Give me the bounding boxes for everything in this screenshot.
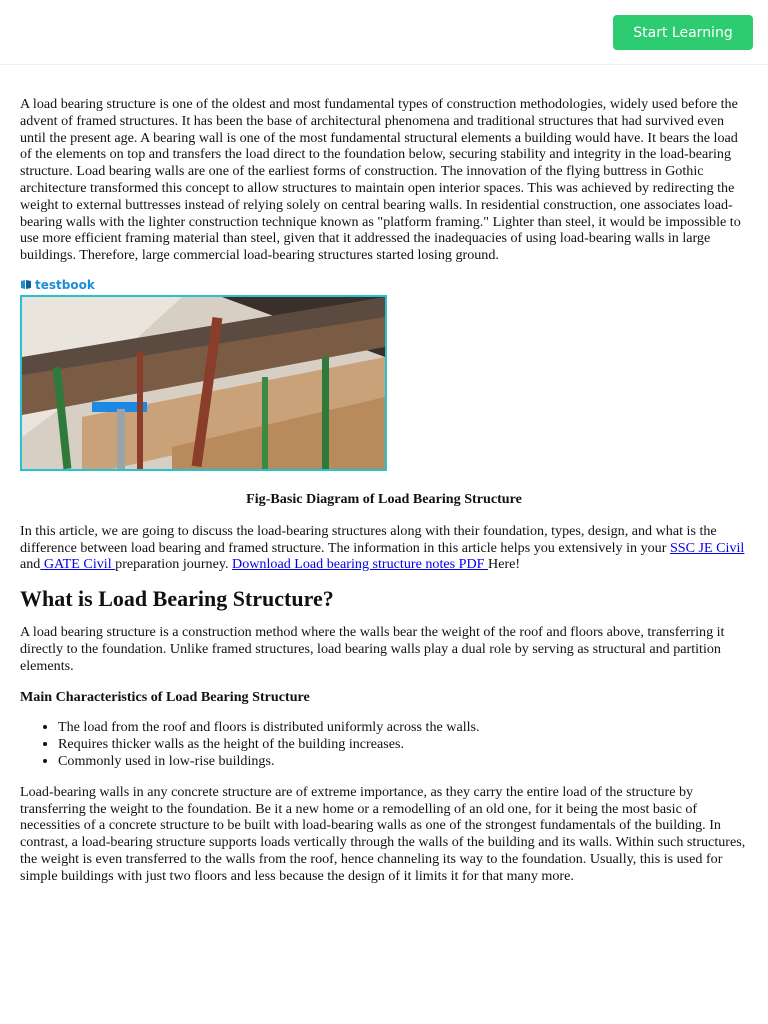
top-bar	[0, 0, 768, 65]
gate-civil-link[interactable]: GATE Civil	[40, 556, 116, 573]
figure-caption: Fig-Basic Diagram of Load Bearing Structure	[246, 490, 522, 507]
article-intro-text-2: and	[20, 556, 41, 573]
intro-paragraph: A load bearing structure is one of the oldest and most fundamental types of construction methodologies, widely used before the advent of framed structures. It has been the base of architectural phenomena and traditional structures that had survived even until the present age. A bearing wall is one of the most fundamental structural elements a building would have. It bears the load of the elements on top and transfers the load direct to the foundation below, securing stability and integrity in the load-bearing structure. Load bearing walls are one of the earliest forms of construction. The innovation of the flying buttress in Gothic architecture transformed this concept to allow structures to maintain open interior spaces. This was achieved by redirecting the weight to external buttresses instead of relying solely on central bearing walls. In residential construction, one associates load-bearing walls with the lighter construction technique known as "platform framing." Lighter than steel, it would be impossible to use more efficient framing material than steel, given that it addressed the inadequacies of using load-bearing walls in large buildings. Therefore, large commercial load-bearing structures started losing ground.	[20, 96, 741, 264]
closing-paragraph: Load-bearing walls in any concrete structure are of extreme importance, as they carry the entire load of the structure by transferring the weight to the foundation. Be it a new home or a remodelling of an old one, for it being the most basic of necessities of a concrete structure to be built with load-bearing walls as one of the strongest fundamentals of the building. In contrast, a load-bearing structure supports loads vertically through the walls of the building and its walls. Within such structures, the weight is even transferred to the walls from the roof, hence channeling its way to the foundation. Usually, this is used for simple buildings with just two floors and less because the design of it limits it for that many more.	[20, 783, 746, 884]
load-bearing-photo	[20, 295, 387, 471]
ssc-je-civil-link[interactable]: SSC JE Civil	[669, 539, 745, 556]
testbook-logo-icon	[20, 279, 32, 290]
article-intro-paragraph	[20, 523, 748, 573]
start-learning-button[interactable]: Start Learning	[613, 15, 753, 50]
download-notes-link[interactable]: Download Load bearing structure notes PDF	[232, 556, 489, 573]
article-intro-text-4: Here!	[488, 556, 521, 573]
testbook-logo	[20, 278, 748, 292]
characteristics-list	[20, 719, 748, 769]
list-item: • Commonly used in low-rise buildings.	[58, 753, 748, 770]
characteristics-subheading: Main Characteristics of Load Bearing Structure	[20, 688, 310, 705]
section-heading: What is Load Bearing Structure?	[20, 586, 334, 612]
definition-paragraph: A load bearing structure is a construction method where the walls bear the weight of the roof and floors above, transferring it directly to the foundation. Unlike framed structures, load bearing walls play a dual role by serving as structural and partition elements.	[20, 624, 725, 674]
article-intro-text-1: In this article, we are going to discuss the load-bearing structures along with their foundation, types, design, and what is the difference between load bearing and framed structure. The information in this article helps you extensively in your	[20, 522, 717, 556]
construction-beams-image	[22, 297, 385, 469]
testbook-logo-text: testbook	[35, 277, 95, 292]
article-body	[20, 96, 748, 885]
list-item: • The load from the roof and floors is distributed uniformly across the walls.	[58, 719, 748, 736]
article-intro-text-3: preparation journey.	[115, 556, 233, 573]
list-item: • Requires thicker walls as the height of the building increases.	[58, 736, 748, 753]
